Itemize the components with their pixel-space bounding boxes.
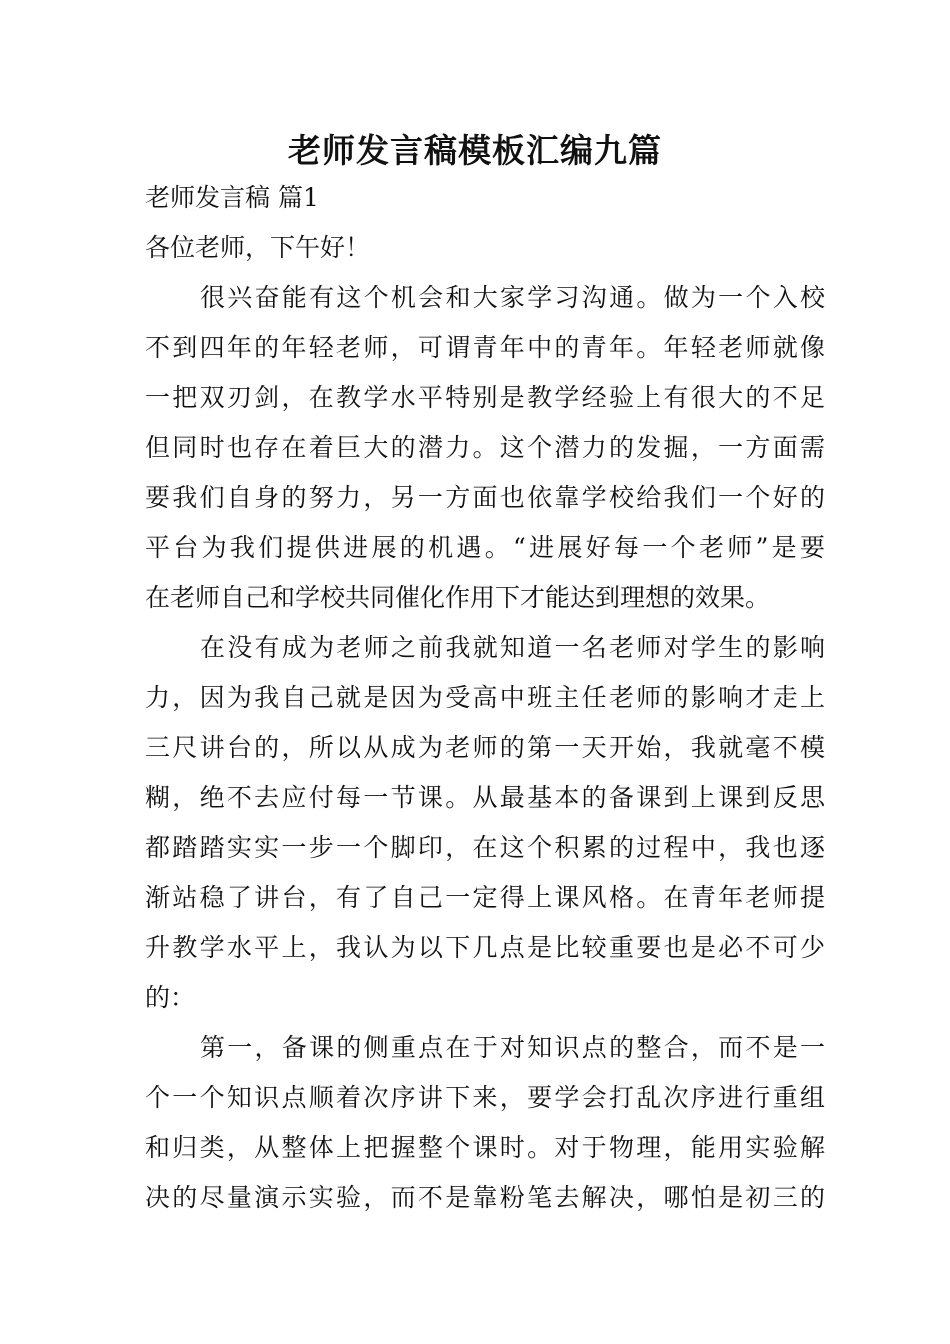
paragraph-line: 要我们自身的努力，另一方面也依靠学校给我们一个好的	[145, 483, 825, 512]
paragraph-line: 第一，备课的侧重点在于对知识点的整合，而不是一	[200, 1033, 825, 1062]
paragraph-line: 决的尽量演示实验，而不是靠粉笔去解决，哪怕是初三的	[145, 1183, 825, 1212]
paragraph-line: 不到四年的年轻老师，可谓青年中的青年。年轻老师就像	[145, 333, 825, 362]
paragraph-line: 都踏踏实实一步一个脚印，在这个积累的过程中，我也逐	[145, 833, 825, 862]
greeting: 各位老师，下午好！	[145, 233, 371, 262]
paragraph-line: 一把双刃剑，在教学水平特别是教学经验上有很大的不足	[145, 383, 825, 412]
paragraph-line: 升教学水平上，我认为以下几点是比较重要也是必不可少	[145, 933, 825, 962]
paragraph-line: 和归类，从整体上把握整个课时。对于物理，能用实验解	[145, 1133, 825, 1162]
paragraph-line: 在老师自己和学校共同催化作用下才能达到理想的效果。	[145, 583, 771, 612]
paragraph-line: 力，因为我自己就是因为受高中班主任老师的影响才走上	[145, 683, 825, 712]
section-heading: 老师发言稿 篇1	[145, 183, 319, 212]
paragraph-line: 渐站稳了讲台，有了自己一定得上课风格。在青年老师提	[145, 883, 825, 912]
paragraph-line: 但同时也存在着巨大的潜力。这个潜力的发掘，一方面需	[145, 433, 825, 462]
paragraph-line: 很兴奋能有这个机会和大家学习沟通。做为一个入校	[200, 283, 825, 312]
paragraph-line: 糊，绝不去应付每一节课。从最基本的备课到上课到反思	[145, 783, 825, 812]
paragraph-line: 个一个知识点顺着次序讲下来，要学会打乱次序进行重组	[145, 1083, 825, 1112]
document-title: 老师发言稿模板汇编九篇	[288, 131, 662, 170]
paragraph-line: 三尺讲台的，所以从成为老师的第一天开始，我就毫不模	[145, 733, 825, 762]
paragraph-line: 平台为我们提供进展的机遇。“进展好每一个老师”是要	[145, 533, 825, 562]
paragraph-line: 在没有成为老师之前我就知道一名老师对学生的影响	[200, 633, 825, 662]
paragraph-line: 的：	[145, 983, 196, 1012]
